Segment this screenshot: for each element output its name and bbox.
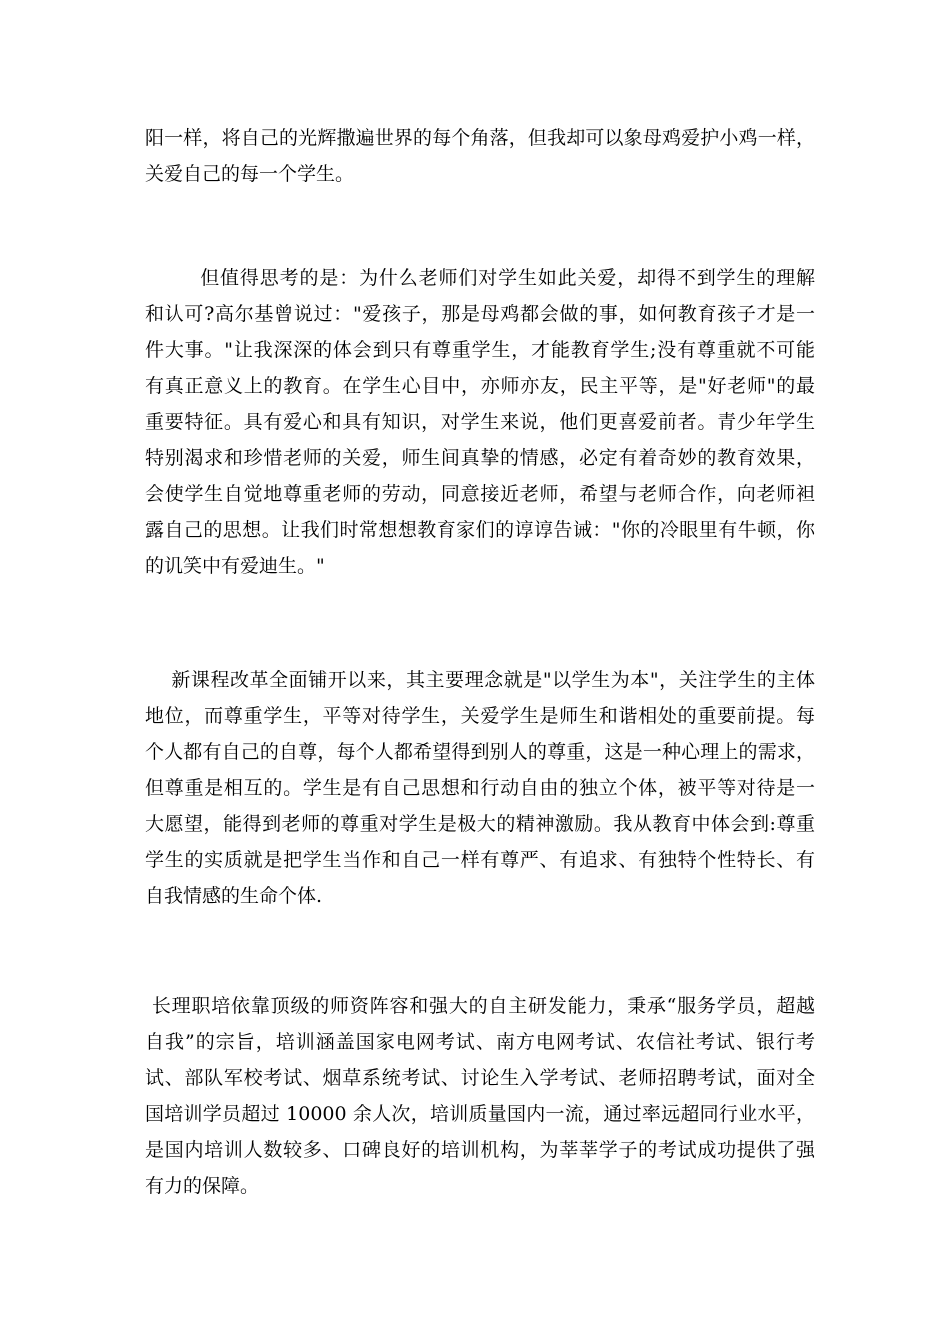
text-line: 国培训学员超过 10000 余人次，培训质量国内一流，通过率远超同行业水平， [145,1103,815,1125]
text-line: 的讥笑中有爱迪生。" [145,555,325,577]
text-line: 是国内培训人数较多、口碑良好的培训机构，为莘莘学子的考试成功提供了强 [145,1139,815,1161]
text-line: 但值得思考的是：为什么老师们对学生如此关爱，却得不到学生的理解 [145,267,815,289]
text-line: 有力的保障。 [145,1175,260,1197]
paragraph-1 [145,120,815,192]
text-line: 个人都有自己的自尊，每个人都希望得到别人的尊重，这是一种心理上的需求， [145,741,815,763]
text-line: 件大事。"让我深深的体会到只有尊重学生，才能教育学生;没有尊重就不可能 [145,339,815,361]
text-line: 阳一样，将自己的光辉撒遍世界的每个角落，但我却可以象母鸡爱护小鸡一样， [145,127,815,149]
text-line: 自我”的宗旨，培训涵盖国家电网考试、南方电网考试、农信社考试、银行考 [145,1031,815,1053]
text-line: 特别渴求和珍惜老师的关爱，师生间真挚的情感，必定有着奇妙的教育效果， [145,447,815,469]
text-line: 长理职培依靠顶级的师资阵容和强大的自主研发能力，秉承“服务学员，超越 [145,995,815,1017]
paragraph-2 [145,260,815,584]
paragraph-4 [145,988,815,1204]
text-line: 重要特征。具有爱心和具有知识，对学生来说，他们更喜爱前者。青少年学生 [145,411,815,433]
text-line: 新课程改革全面铺开以来，其主要理念就是"以学生为本"，关注学生的主体 [145,669,815,691]
text-line: 地位，而尊重学生，平等对待学生，关爱学生是师生和谐相处的重要前提。每 [145,705,815,727]
text-line: 自我情感的生命个体. [145,885,323,907]
text-line: 有真正意义上的教育。在学生心目中，亦师亦友，民主平等，是"好老师"的最 [145,375,815,397]
text-line: 学生的实质就是把学生当作和自己一样有尊严、有追求、有独特个性特长、有 [145,849,815,871]
text-line: 会使学生自觉地尊重老师的劳动，同意接近老师，希望与老师合作，向老师袒 [145,483,815,505]
text-line: 但尊重是相互的。学生是有自己思想和行动自由的独立个体，被平等对待是一 [145,777,815,799]
text-line: 露自己的思想。让我们时常想想教育家们的谆谆告诫："你的冷眼里有牛顿，你 [145,519,815,541]
paragraph-3 [145,662,815,914]
text-line: 大愿望，能得到老师的尊重对学生是极大的精神激励。我从教育中体会到:尊重 [145,813,815,835]
text-line: 试、部队军校考试、烟草系统考试、讨论生入学考试、老师招聘考试，面对全 [145,1067,815,1089]
text-line: 关爱自己的每一个学生。 [145,163,355,185]
text-line: 和认可?高尔基曾说过："爱孩子，那是母鸡都会做的事，如何教育孩子才是一 [145,303,815,325]
